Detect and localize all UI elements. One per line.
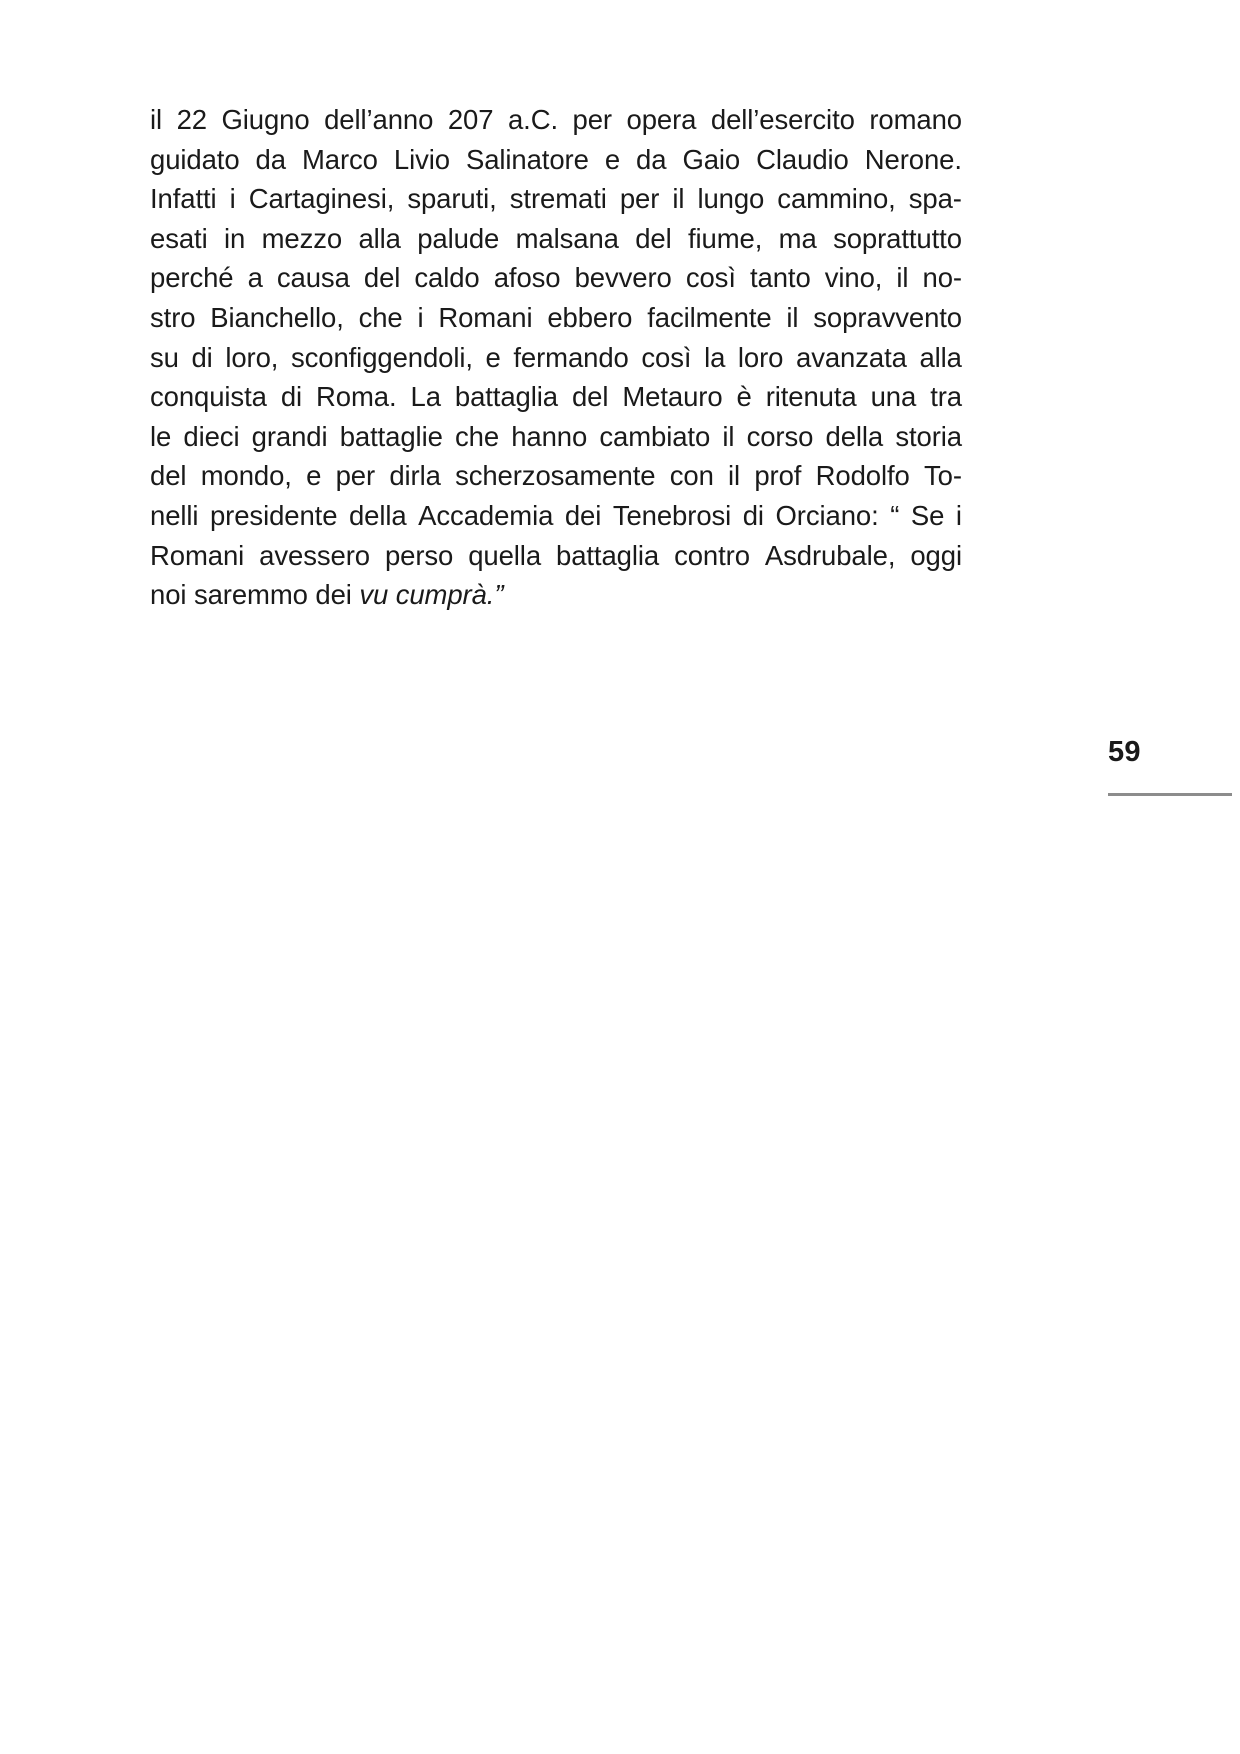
text-word: con: [669, 460, 714, 492]
text-word: avanzata: [796, 341, 907, 373]
text-line: [150, 258, 962, 298]
text-word: corso: [746, 420, 814, 452]
text-word: alla: [919, 341, 962, 373]
text-word: Tenebrosi: [612, 499, 732, 531]
text-word: Salinatore: [465, 143, 589, 175]
text-word: facilmente: [647, 301, 772, 333]
text-word: di: [191, 341, 213, 373]
text-word: grandi: [251, 420, 328, 452]
text-word: in: [223, 222, 246, 254]
text-word: della: [825, 420, 884, 452]
text-word: Asdrubale,: [764, 539, 896, 571]
text-word: a.C.: [507, 104, 558, 135]
text-word: del: [571, 381, 609, 413]
text-word: il: [728, 460, 741, 492]
text-word: stro: [150, 301, 196, 333]
text-word: La: [410, 381, 441, 413]
text-word: le: [150, 420, 172, 452]
text-word: esati: [150, 222, 208, 254]
text-line: [150, 377, 962, 417]
text-word: a: [247, 262, 263, 294]
text-word: malsana: [515, 222, 619, 254]
text-word: e: [604, 143, 621, 175]
text-word: soprattutto: [833, 222, 962, 254]
text-word: causa: [276, 262, 350, 294]
text-word: che: [358, 301, 403, 333]
text-word: e: [485, 341, 501, 373]
text-word: Romani: [150, 539, 245, 571]
text-word: del: [363, 262, 401, 294]
text-word: spa-: [908, 183, 962, 215]
text-word: Bianchello,: [210, 301, 344, 333]
text-word: ebbero: [547, 301, 633, 333]
text-word: cambiato: [599, 420, 711, 452]
text-word: Claudio: [756, 143, 849, 175]
text-word: per: [572, 104, 612, 135]
text-word: opera: [626, 104, 697, 135]
text-word: Marco: [301, 143, 378, 175]
text-word: la: [704, 341, 726, 373]
text-word: il: [722, 420, 735, 452]
text-word: palude: [417, 222, 500, 254]
text-word: Accademia: [418, 499, 554, 531]
text-word: di: [742, 499, 764, 531]
text-word: il: [150, 104, 163, 135]
text-word: una: [870, 381, 917, 413]
text-word: sparuti,: [407, 183, 497, 215]
text-line: [150, 140, 962, 180]
text-line-final: [150, 575, 962, 615]
text-word: “: [890, 499, 900, 531]
text-word: ma: [778, 222, 817, 254]
page-number: 59: [1108, 736, 1141, 768]
text-word: Orciano:: [775, 499, 879, 531]
text-word: loro,: [225, 341, 279, 373]
text-word: alla: [358, 222, 401, 254]
text-word: Cartaginesi,: [248, 183, 395, 215]
text-word: e: [306, 460, 322, 492]
text-word: tra: [930, 381, 962, 413]
text-line: [150, 536, 962, 576]
text-word: avessero: [259, 539, 370, 571]
text-word: romano: [869, 104, 962, 135]
paragraph: [150, 100, 962, 615]
text-word: cammino,: [777, 183, 896, 215]
text-word: storia: [895, 420, 962, 452]
italic-quote-term: vu cumprà.”: [359, 579, 504, 611]
folio: [1108, 738, 1234, 796]
text-line: [150, 338, 962, 378]
text-word: vino,: [824, 262, 883, 294]
text-word: caldo: [414, 262, 480, 294]
text-word: i: [955, 499, 962, 531]
text-word: sopravvento: [813, 301, 962, 333]
text-word: i: [417, 301, 424, 333]
text-word: Metauro: [622, 381, 723, 413]
text-word: afoso: [493, 262, 561, 294]
text-word: battaglia: [454, 381, 558, 413]
text-word: del: [150, 460, 187, 492]
text-word: Livio: [393, 143, 450, 175]
text-word: Infatti: [150, 183, 217, 215]
text-word: per: [335, 460, 376, 492]
text-word: perso: [384, 539, 454, 571]
text-line: [150, 298, 962, 338]
text-word: che: [454, 420, 500, 452]
text-word: mondo,: [200, 460, 292, 492]
text-word: i: [229, 183, 236, 215]
text-word: contro: [674, 539, 750, 571]
text-word: così: [685, 262, 736, 294]
text-word: sconfiggendoli,: [290, 341, 473, 373]
text-word: perché: [150, 262, 234, 294]
text-word: Se: [910, 499, 945, 531]
text-line: [150, 456, 962, 496]
text-word: da: [255, 143, 286, 175]
text-word: dell’esercito: [710, 104, 855, 135]
text-word: battaglia: [556, 539, 660, 571]
text-line: [150, 179, 962, 219]
text-word: prof: [754, 460, 802, 492]
text-word: Rodolfo: [815, 460, 910, 492]
text-word: Giugno: [221, 104, 310, 135]
text-word: fermando: [513, 341, 629, 373]
text-word: così: [641, 341, 692, 373]
text-word: dell’anno: [324, 104, 434, 135]
text-word: il: [672, 183, 685, 215]
text-word: Gaio: [682, 143, 741, 175]
text-word: il: [786, 301, 799, 333]
text-word: no-: [922, 262, 962, 294]
text-word: ritenuta: [765, 381, 857, 413]
text-word: Roma.: [316, 381, 397, 413]
text-line: [150, 219, 962, 259]
text-word: mezzo: [261, 222, 343, 254]
text-word: loro: [737, 341, 784, 373]
text-word: il: [896, 262, 909, 294]
text-word: di: [280, 381, 303, 413]
text-line: [150, 100, 962, 140]
text-word: per: [619, 183, 660, 215]
text-word: fiume,: [688, 222, 763, 254]
text-word: lungo: [697, 183, 765, 215]
text-word: dieci: [183, 420, 240, 452]
text-word: della: [348, 499, 407, 531]
text-word: 207: [447, 104, 494, 135]
text-word: hanno: [511, 420, 588, 452]
text-line: [150, 496, 962, 536]
text-word: tanto: [749, 262, 811, 294]
text-word: guidato: [150, 143, 240, 175]
text-word: è: [736, 381, 752, 413]
text-word: quella: [468, 539, 542, 571]
text-line-content: noi saremmo dei: [150, 579, 360, 611]
text-word: del: [635, 222, 672, 254]
text-word: 22: [176, 104, 207, 135]
text-word: Romani: [438, 301, 533, 333]
text-word: oggi: [910, 539, 962, 571]
text-word: nelli: [150, 499, 199, 531]
text-word: Nerone.: [864, 143, 962, 175]
text-word: battaglie: [339, 420, 443, 452]
text-word: dirla: [389, 460, 441, 492]
text-word: stremati: [509, 183, 607, 215]
text-line: [150, 417, 962, 457]
folio-divider: [1108, 793, 1232, 796]
text-word: bevvero: [574, 262, 672, 294]
body-text-block: [150, 100, 962, 615]
text-word: dei: [564, 499, 602, 531]
text-word: To-: [924, 460, 962, 492]
text-word: scherzosamente: [455, 460, 656, 492]
text-word: conquista: [150, 381, 267, 413]
text-word: da: [636, 143, 667, 175]
text-word: su: [150, 341, 179, 373]
text-word: presidente: [209, 499, 338, 531]
